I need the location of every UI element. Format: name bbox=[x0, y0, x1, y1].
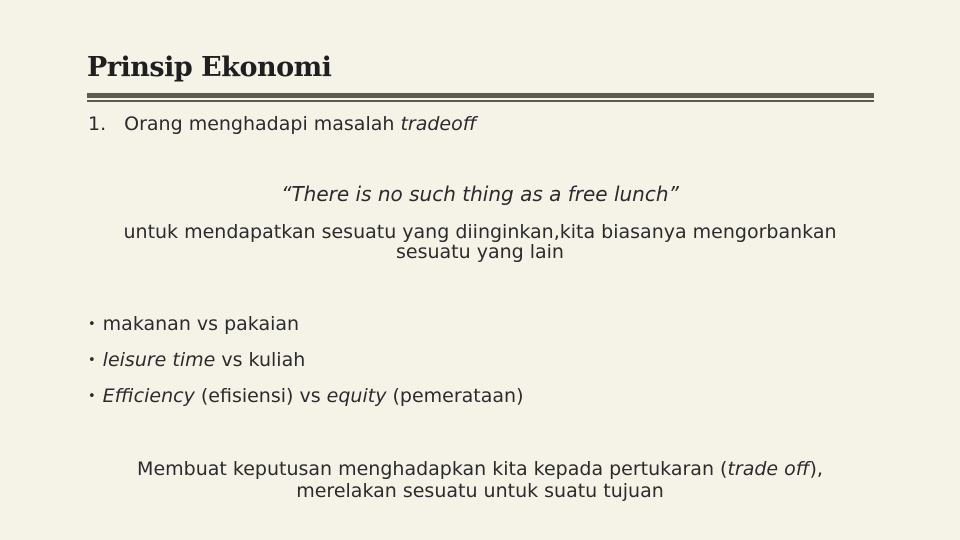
closing-italic: trade off bbox=[727, 458, 810, 480]
bullet-list bbox=[88, 312, 523, 420]
closing-text-before: Membuat keputusan menghadapkan kita kepada pertukaran ( bbox=[137, 458, 728, 480]
bullet-dot: • bbox=[88, 353, 96, 368]
title-divider-thin bbox=[87, 100, 874, 102]
point-number: 1. bbox=[88, 113, 107, 135]
bullet-text: makanan vs pakaian bbox=[102, 313, 300, 335]
bullet-text: vs kuliah bbox=[215, 349, 306, 371]
slide-title: Prinsip Ekonomi bbox=[87, 52, 332, 83]
bullet-item bbox=[88, 312, 523, 348]
bullet-text-2: (pemerataan) bbox=[386, 385, 524, 407]
closing-statement bbox=[90, 458, 870, 502]
point-emphasis: tradeoff bbox=[400, 113, 477, 135]
bullet-text: (efisiensi) vs bbox=[194, 385, 327, 407]
explanation: untuk mendapatkan sesuatu yang diinginkan,kita biasanya mengorbankan sesuatu yang lain bbox=[123, 221, 837, 263]
point-text: Orang menghadapi masalah bbox=[124, 113, 395, 135]
bullet-dot: • bbox=[88, 389, 96, 404]
title-divider-thick bbox=[87, 93, 874, 98]
closing-text-after: ), merelakan sesuatu untuk suatu tujuan bbox=[296, 458, 823, 502]
bullet-italic-2: equity bbox=[326, 385, 387, 407]
bullet-dot: • bbox=[88, 317, 96, 332]
bullet-italic: leisure time bbox=[102, 349, 216, 371]
principle-point bbox=[88, 113, 476, 135]
bullet-item bbox=[88, 384, 523, 420]
bullet-item bbox=[88, 348, 523, 384]
quote: “There is no such thing as a free lunch” bbox=[281, 182, 679, 206]
bullet-italic: Efficiency bbox=[102, 385, 195, 407]
